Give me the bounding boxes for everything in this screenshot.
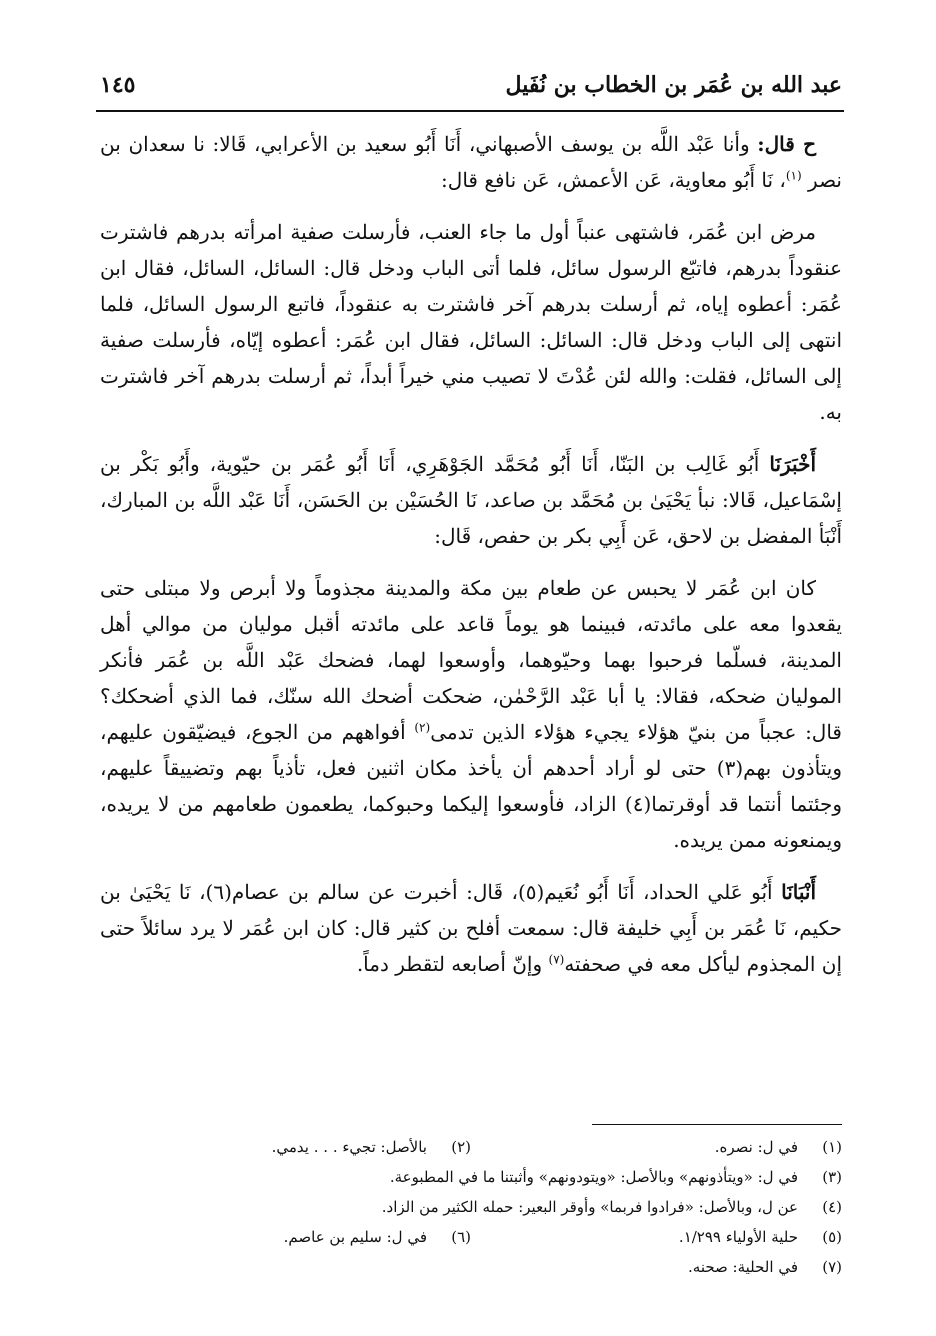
footnote-ref: (٢) <box>414 720 431 735</box>
footnote-number: (٦) <box>451 1228 471 1246</box>
paragraph-lead: أَخْبَرَنَا <box>769 452 816 476</box>
footnote-row <box>100 1192 842 1222</box>
footnote-5 <box>471 1222 842 1252</box>
running-title: عبد الله بن عُمَر بن الخطاب بن نُفَيل <box>505 72 842 98</box>
paragraph-tail: أفواههم من الجوع، فيضيّقون عليهم، ويتأذون بهم(٣) حتى لو أراد أحدهم أن يأخذ مكان اثنين فعل، تأذياً بهم وتضييقاً عليهم، وجئتما أنتما قد أوقرتما(٤) الزاد، فأوسعوا إليكما وحبوكما، يطعمون طعامهم من لا يريده، ويمنعونه ممن يريده. <box>100 720 843 852</box>
footnote-number: (٧) <box>822 1258 842 1276</box>
footnote-row <box>100 1132 842 1162</box>
footnote-2 <box>100 1132 471 1162</box>
paragraph-text: مرض ابن عُمَر، فاشتهى عنباً أول ما جاء العنب، فأرسلت صفية امرأته بدرهم فاشترت عنقوداً بدرهم، فاتبّع الرسول سائل، فلما أتى الباب ودخل قال: السائل، السائل، فقال ابن عُمَر: أعطوه إياه، ثم أرسلت بدرهم آخر فاشترت به عنقوداً، فاتبع الرسول السائل، فلما انتهى إلى الباب ودخل قال: السائل: السائل، فقال ابن عُمَر: أعطوه إيّاه، فأرسلت صفية إلى السائل، فقلت: والله لئن عُدْتَ لا تصيب مني خيراً أبداً، ثم أرسلت بدرهم آخر فاشترت به. <box>100 220 842 424</box>
footnote-text: في ل: «ويتأذونهم» وبالأصل: «ويتودونهم» وأثبتنا ما في المطبوعة. <box>389 1168 798 1186</box>
paragraph-text: كان ابن عُمَر لا يحبس عن طعام بين مكة والمدينة مجذوماً ولا أبرص ولا مبتلى حتى يقعدوا معه على مائدته، فبينما هو يوماً قاعد على مائدته أقبل موليان من موالي أهل المدينة، فسلّما فرحبوا بهما وحيّوهما، وأوسعوا لهما، فضحك عَبْد اللَّه بن عُمَر فأنكر المولیان ضحكه، فقالا: يا أبا عَبْد الرَّحْمٰن، ضحكت أضحك الله سنّك، فما الذي أضحكك؟ قال: عجباً من بنيّ هؤلاء يجيء هؤلاء الذين تدمى <box>100 576 843 744</box>
paragraph-lead: ح قال: <box>757 132 817 156</box>
footnote-text: عن ل، وبالأصل: «فرادوا فربما» وأوقر البعير: حمله الكثير من الزاد. <box>381 1198 798 1216</box>
main-text <box>100 126 842 998</box>
footnote-text: في ل: سليم بن عاصم. <box>283 1228 427 1246</box>
header-rule <box>96 110 844 112</box>
footnote-number: (١) <box>822 1138 842 1156</box>
footnote-number: (٤) <box>822 1198 842 1216</box>
footnote-6 <box>100 1222 471 1252</box>
footnote-ref: (١) <box>785 168 802 183</box>
footnote-text: حلية الأولياء ١/٢٩٩. <box>678 1228 798 1246</box>
footnote-1 <box>471 1132 842 1162</box>
paragraph-1 <box>100 126 842 198</box>
paragraph-text: وأنا عَبْد اللَّه بن يوسف الأصبهاني، أَنَا أَبُو سعيد بن الأعرابي، قَالا: نا سعدان بن نصر <box>100 132 842 192</box>
footnote-number: (٣) <box>822 1168 842 1186</box>
paragraph-2 <box>100 214 842 430</box>
footnote-4 <box>100 1192 842 1222</box>
paragraph-4 <box>100 570 842 858</box>
footnote-text: في ل: نصره. <box>714 1138 798 1156</box>
paragraph-tail: ، نَا أَبُو معاوية، عَن الأعمش، عَن نافع قال: <box>441 168 786 192</box>
footnote-row <box>100 1162 842 1192</box>
running-header <box>100 66 842 106</box>
footnote-text: في الحلية: صحنه. <box>688 1258 798 1276</box>
footnote-number: (٥) <box>822 1228 842 1246</box>
paragraph-3 <box>100 446 842 554</box>
footnote-3 <box>100 1162 842 1192</box>
paragraph-tail: وإنّ أصابعه لتقطر دماً. <box>356 952 549 976</box>
paragraph-text: أَبُو عَلي الحداد، أَنَا أَبُو نُعَيم(٥)، قَال: أخبرت عن سالم بن عصام(٦)، نَا يَحْيَىٰ بن حكيم، نَا عُمَر بن أَبِي خليفة قال: سمعت أفلح بن كثير قال: كان ابن عُمَر لا يرد سائلاً حتى إن المجذوم ليأكل معه في صحفته <box>100 880 842 976</box>
footnote-rule <box>592 1124 842 1125</box>
footnote-ref: (٧) <box>548 952 565 967</box>
paragraph-text: أَبُو غَالِب بن البَنّا، أَنَا أَبُو مُحَمَّد الجَوْهَرِي، أَنَا أَبُو عُمَر بن حيّوية، وأَبُو بَكْر بن إسْمَاعيل، قَالا: نبأ يَحْيَىٰ بن مُحَمَّد بن صاعد، نَا الحُسَيْن بن الحَسَن، أَنَا عَبْد اللَّه بن المبارك، أَنْبَأ المفضل بن لاحق، عَن أَبِي بكر بن حفص، قَال: <box>100 452 842 548</box>
paragraph-5 <box>100 874 842 982</box>
footnote-row <box>100 1222 842 1252</box>
page-number: ١٤٥ <box>100 72 136 98</box>
footnote-text: بالأصل: تجيء . . . يدمي. <box>271 1138 427 1156</box>
footnotes <box>100 1132 842 1282</box>
footnote-7 <box>100 1252 842 1282</box>
footnote-number: (٢) <box>451 1138 471 1156</box>
footnote-row <box>100 1252 842 1282</box>
paragraph-lead: أَنْبَانَا <box>781 880 817 904</box>
